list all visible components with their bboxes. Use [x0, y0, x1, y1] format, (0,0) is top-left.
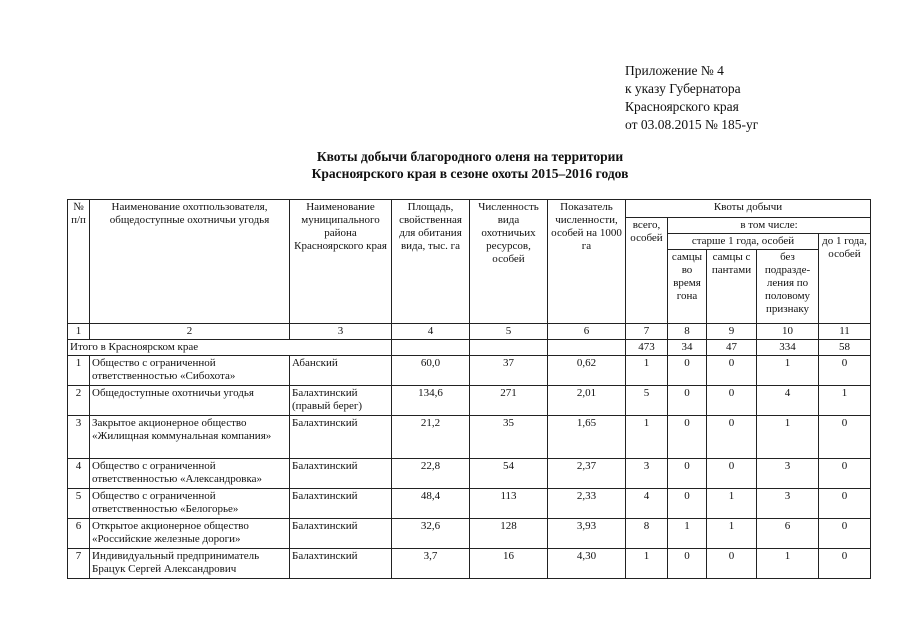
row-no-sex: 6	[757, 519, 819, 549]
header-no: № п/п	[68, 200, 90, 324]
table-row	[68, 549, 871, 579]
row-area: 3,7	[392, 549, 470, 579]
row-area: 48,4	[392, 489, 470, 519]
appendix-line-3: Красноярского края	[625, 99, 739, 114]
column-number: 6	[548, 324, 626, 340]
row-no-sex: 1	[757, 356, 819, 386]
document-title	[0, 148, 905, 182]
column-number: 7	[626, 324, 668, 340]
header-area: Площадь, свойственная для обитания вида, тыс. га	[392, 200, 470, 324]
row-under1: 1	[819, 386, 871, 416]
row-no-sex: 3	[757, 459, 819, 489]
row-under1: 0	[819, 459, 871, 489]
row-no-sex: 1	[757, 416, 819, 459]
row-area: 32,6	[392, 519, 470, 549]
table-row	[68, 416, 871, 459]
row-males-antlers: 0	[707, 549, 757, 579]
row-index: 0,62	[548, 356, 626, 386]
column-number: 3	[290, 324, 392, 340]
row-index: 1,65	[548, 416, 626, 459]
row-district: Абанский	[290, 356, 392, 386]
header-males-rut: самцы во время гона	[668, 250, 707, 324]
quota-table	[67, 199, 871, 579]
row-males-rut: 0	[668, 356, 707, 386]
appendix-line-2: к указу Губернатора	[625, 81, 741, 96]
row-total: 8	[626, 519, 668, 549]
row-number: 4	[68, 459, 90, 489]
row-population: 54	[470, 459, 548, 489]
row-males-rut: 0	[668, 459, 707, 489]
header-total: всего, особей	[626, 218, 668, 324]
summary-total: 473	[626, 340, 668, 356]
row-district: Балахтинский	[290, 459, 392, 489]
row-males-rut: 0	[668, 549, 707, 579]
row-number: 5	[68, 489, 90, 519]
row-name: Общедоступные охотничьи угодья	[90, 386, 290, 416]
column-number: 8	[668, 324, 707, 340]
row-area: 22,8	[392, 459, 470, 489]
row-district: Балахтинский	[290, 549, 392, 579]
row-no-sex: 4	[757, 386, 819, 416]
header-population: Численность вида охотничьих ресурсов, особей	[470, 200, 548, 324]
row-number: 3	[68, 416, 90, 459]
row-number: 6	[68, 519, 90, 549]
header-quota: Квоты добычи	[626, 200, 871, 218]
row-number: 7	[68, 549, 90, 579]
table-row	[68, 519, 871, 549]
column-number: 9	[707, 324, 757, 340]
row-population: 35	[470, 416, 548, 459]
row-name: Открытое акционерное общество «Российские железные дороги»	[90, 519, 290, 549]
header-under1: до 1 года, особей	[819, 234, 871, 324]
table-row	[68, 356, 871, 386]
header-index: Показатель численности, особей на 1000 га	[548, 200, 626, 324]
row-index: 2,01	[548, 386, 626, 416]
row-males-rut: 1	[668, 519, 707, 549]
quota-rows	[68, 356, 871, 579]
header-name: Наименование охотпользователя, общедоступные охотничьи угодья	[90, 200, 290, 324]
row-index: 2,37	[548, 459, 626, 489]
row-males-antlers: 0	[707, 356, 757, 386]
row-name: Индивидуальный предприниматель Брацук Сергей Александрович	[90, 549, 290, 579]
table-row	[68, 459, 871, 489]
summary-row	[68, 340, 871, 356]
row-number: 1	[68, 356, 90, 386]
column-number: 1	[68, 324, 90, 340]
summary-label: Итого в Красноярском крае	[68, 340, 392, 356]
row-no-sex: 3	[757, 489, 819, 519]
header-older: старше 1 года, особей	[668, 234, 819, 250]
row-district: Балахтинский	[290, 416, 392, 459]
table-row	[68, 386, 871, 416]
row-name: Общество с ограниченной ответственностью «Сибохота»	[90, 356, 290, 386]
row-name: Закрытое акционерное общество «Жилищная коммунальная компания»	[90, 416, 290, 459]
row-index: 2,33	[548, 489, 626, 519]
appendix-block	[625, 62, 758, 134]
row-no-sex: 1	[757, 549, 819, 579]
header-males-antlers: самцы с пантами	[707, 250, 757, 324]
row-total: 1	[626, 416, 668, 459]
table-row	[68, 489, 871, 519]
row-area: 134,6	[392, 386, 470, 416]
row-males-antlers: 1	[707, 489, 757, 519]
row-district: Балахтинский	[290, 519, 392, 549]
appendix-line-4: от 03.08.2015 № 185-уг	[625, 117, 759, 132]
row-males-antlers: 0	[707, 416, 757, 459]
row-population: 128	[470, 519, 548, 549]
column-number: 4	[392, 324, 470, 340]
row-total: 4	[626, 489, 668, 519]
summary-males-rut: 34	[668, 340, 707, 356]
row-total: 1	[626, 356, 668, 386]
row-district: Балахтинский (правый берег)	[290, 386, 392, 416]
row-under1: 0	[819, 549, 871, 579]
row-under1: 0	[819, 356, 871, 386]
column-number: 11	[819, 324, 871, 340]
row-males-rut: 0	[668, 489, 707, 519]
title-line-1: Квоты добычи благородного оленя на территории	[316, 149, 624, 164]
header-no-sex: без подразде-ления по половому признаку	[757, 250, 819, 324]
row-under1: 0	[819, 489, 871, 519]
row-number: 2	[68, 386, 90, 416]
row-under1: 0	[819, 416, 871, 459]
row-area: 21,2	[392, 416, 470, 459]
row-males-antlers: 0	[707, 386, 757, 416]
row-area: 60,0	[392, 356, 470, 386]
row-males-rut: 0	[668, 416, 707, 459]
summary-males-antlers: 47	[707, 340, 757, 356]
row-males-rut: 0	[668, 386, 707, 416]
column-number: 5	[470, 324, 548, 340]
row-total: 5	[626, 386, 668, 416]
column-number: 2	[90, 324, 290, 340]
row-index: 3,93	[548, 519, 626, 549]
summary-no-sex: 334	[757, 340, 819, 356]
column-numbers-row	[68, 324, 871, 340]
row-total: 1	[626, 549, 668, 579]
header-district: Наименование муниципального района Красноярского края	[290, 200, 392, 324]
row-total: 3	[626, 459, 668, 489]
row-population: 271	[470, 386, 548, 416]
row-population: 37	[470, 356, 548, 386]
column-number: 10	[757, 324, 819, 340]
row-males-antlers: 0	[707, 459, 757, 489]
title-line-2: Красноярского края в сезоне охоты 2015–2016 годов	[311, 166, 629, 181]
row-males-antlers: 1	[707, 519, 757, 549]
appendix-line-1: Приложение № 4	[625, 63, 724, 78]
row-index: 4,30	[548, 549, 626, 579]
row-district: Балахтинский	[290, 489, 392, 519]
row-population: 16	[470, 549, 548, 579]
row-under1: 0	[819, 519, 871, 549]
row-name: Общество с ограниченной ответственностью «Александровка»	[90, 459, 290, 489]
summary-under1: 58	[819, 340, 871, 356]
row-name: Общество с ограниченной ответственностью «Белогорье»	[90, 489, 290, 519]
row-population: 113	[470, 489, 548, 519]
header-including: в том числе:	[668, 218, 871, 234]
